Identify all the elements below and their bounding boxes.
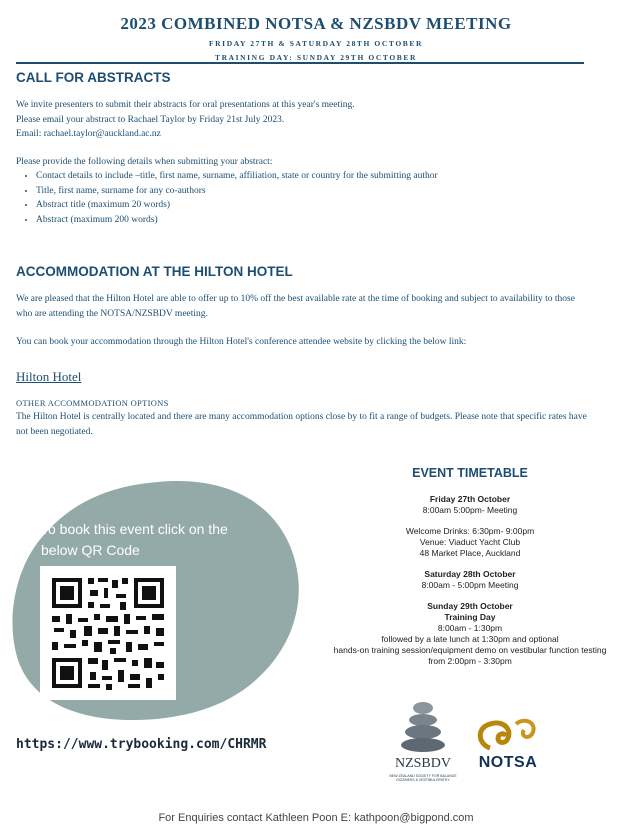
other-accommodation-text: The Hilton Hotel is centrally located and there are many accommodation options close by to fit a range of budgets. Please note that specific rates have not been negotiated. <box>16 412 587 437</box>
saturday-time: 8:00am - 5:00pm Meeting <box>421 580 519 590</box>
venue-address: 48 Market Place, Auckland <box>419 548 521 558</box>
sunday-detail: from 2:00pm - 3:30pm <box>428 656 512 666</box>
abstracts-heading: CALL FOR ABSTRACTS <box>16 70 171 85</box>
saturday-block <box>300 569 632 591</box>
accommodation-para: We are pleased that the Hilton Hotel are able to offer up to 10% off the best available rate at the time of booking and subject to availability to those who are attending the NOTSA/NZSBDV meeting. <box>16 294 575 319</box>
sunday-block <box>300 601 632 667</box>
sunday-detail: followed by a late lunch at 1:30pm and optional <box>381 634 559 644</box>
training-day-subtitle: TRAINING DAY: SUNDAY 29TH OCTOBER <box>214 53 417 62</box>
header-divider <box>16 62 584 64</box>
booking-url-link[interactable]: https://www.trybooking.com/CHRMR <box>16 737 267 752</box>
abstracts-line: We invite presenters to submit their abstracts for oral presentations at this year's meeting. <box>16 100 355 110</box>
nzsbdv-subtitle: NEW ZEALAND SOCIETY FOR BALANCE DIZZINESS & VESTIBULOPATHY <box>389 774 457 782</box>
venue: Venue: Viaduct Yacht Club <box>419 537 521 547</box>
friday-block <box>300 494 632 516</box>
other-accommodation-heading: OTHER ACCOMMODATION OPTIONS <box>16 397 169 408</box>
qr-code-graphic <box>40 566 176 700</box>
notsa-wordmark: NOTSA <box>478 754 538 771</box>
sunday-date: Sunday 29th October <box>427 601 513 611</box>
gold-ear-icon <box>468 714 548 754</box>
sunday-detail: hands-on training session/equipment demo on vestibular function testing <box>333 645 607 655</box>
list-item: • Contact details to include –title, first name, surname, affiliation, state or country for the submitting author <box>36 169 606 184</box>
nzsbdv-wordmark: NZSBDV <box>394 756 451 771</box>
accommodation-para: You can book your accommodation through the Hilton Hotel's conference attendee website by clicking the below link: <box>16 337 467 347</box>
event-timetable <box>300 466 632 677</box>
abstracts-section <box>16 70 606 227</box>
enquiries-footer: For Enquiries contact Kathleen Poon E: kathpoon@bigpond.com <box>158 812 474 824</box>
abstract-requirements-list <box>16 169 606 227</box>
notsa-logo <box>468 714 548 776</box>
qr-caption: To book this event click on the below QR Code <box>41 521 228 558</box>
abstracts-line: Please email your abstract to Rachael Taylor by Friday 21st July 2023. <box>16 114 285 125</box>
training-day-label: Training Day <box>444 612 496 622</box>
welcome-drinks: Welcome Drinks: 6:30pm- 9:00pm <box>405 526 535 536</box>
sunday-time: 8:00am - 1:30pm <box>437 623 503 633</box>
welcome-drinks-block <box>300 526 632 559</box>
list-item: • Abstract title (maximum 20 words) <box>36 198 606 213</box>
friday-time: 8:00am 5:00pm- Meeting <box>422 505 518 515</box>
timetable-heading: EVENT TIMETABLE <box>412 466 528 480</box>
abstract-email[interactable]: Email: rachael.taylor@auckland.ac.nz <box>16 129 161 139</box>
hilton-hotel-link[interactable]: Hilton Hotel <box>16 368 82 384</box>
saturday-date: Saturday 28th October <box>424 569 516 579</box>
date-subtitle: FRIDAY 27TH & SATURDAY 28TH OCTOBER <box>208 39 423 48</box>
friday-date: Friday 27th October <box>429 494 511 504</box>
abstracts-intro: Please provide the following details when submitting your abstract: <box>16 156 273 167</box>
qr-code-icon[interactable] <box>40 566 176 700</box>
page-title: 2023 COMBINED NOTSA & NZSBDV MEETING <box>120 14 512 33</box>
list-item: • Abstract (maximum 200 words) <box>36 213 606 228</box>
list-item: • Title, first name, surname for any co-authors <box>36 184 606 199</box>
accommodation-section <box>16 264 588 439</box>
accommodation-heading: ACCOMMODATION AT THE HILTON HOTEL <box>16 264 293 279</box>
nzsbdv-logo <box>388 696 458 796</box>
